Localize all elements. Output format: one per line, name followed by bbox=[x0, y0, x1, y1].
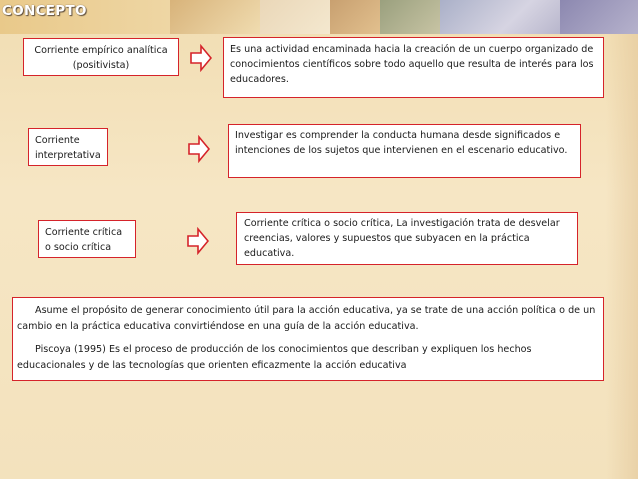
label-line: Corriente crítica bbox=[45, 227, 123, 238]
label-socio-critica bbox=[38, 220, 136, 258]
collage-tile bbox=[440, 0, 560, 34]
label-line: (positivista) bbox=[72, 60, 130, 71]
label-line: Corriente empírico analítica bbox=[34, 45, 168, 56]
description-interpretativa: Investigar es comprender la conducta humana desde significados e intenciones de los sujetos que intervienen en el escenario educativo. bbox=[228, 124, 581, 178]
label-line: Corriente bbox=[35, 135, 80, 146]
page-title: CONCEPTO bbox=[2, 3, 87, 19]
collage-tile bbox=[380, 0, 440, 34]
right-arrow-icon bbox=[187, 227, 209, 255]
right-arrow-icon bbox=[190, 44, 212, 72]
description-empirico-analitica: Es una actividad encaminada hacia la creación de un cuerpo organizado de conocimientos científicos sobre todo aquello que resulta de interés para los educadores. bbox=[223, 37, 604, 98]
label-interpretativa bbox=[28, 128, 108, 166]
concept-box bbox=[12, 297, 604, 381]
label-line: interpretativa bbox=[35, 150, 101, 161]
collage-tile bbox=[560, 0, 638, 34]
collage-tile bbox=[330, 0, 380, 34]
label-empirico-analitica bbox=[23, 38, 179, 76]
collage-tile bbox=[170, 0, 260, 34]
concept-paragraph: Asume el propósito de generar conocimiento útil para la acción educativa, ya se trate de una acción política o de un cambio en la práctica educativa convirtiéndose en una guía de la acción educativa. bbox=[17, 305, 596, 332]
background-strip bbox=[606, 0, 638, 479]
header-collage bbox=[0, 0, 638, 34]
right-arrow-icon bbox=[188, 135, 210, 163]
concept-paragraph: Piscoya (1995) Es el proceso de producción de los conocimientos que describan y expliquen los hechos educacionales y de las tecnologías que orienten eficazmente la acción educativa bbox=[17, 344, 532, 371]
collage-tile bbox=[260, 0, 330, 34]
description-socio-critica: Corriente crítica o socio crítica, La investigación trata de desvelar creencias, valores y supuestos que subyacen en la práctica educativa. bbox=[236, 212, 578, 265]
label-line: o socio crítica bbox=[45, 242, 112, 253]
